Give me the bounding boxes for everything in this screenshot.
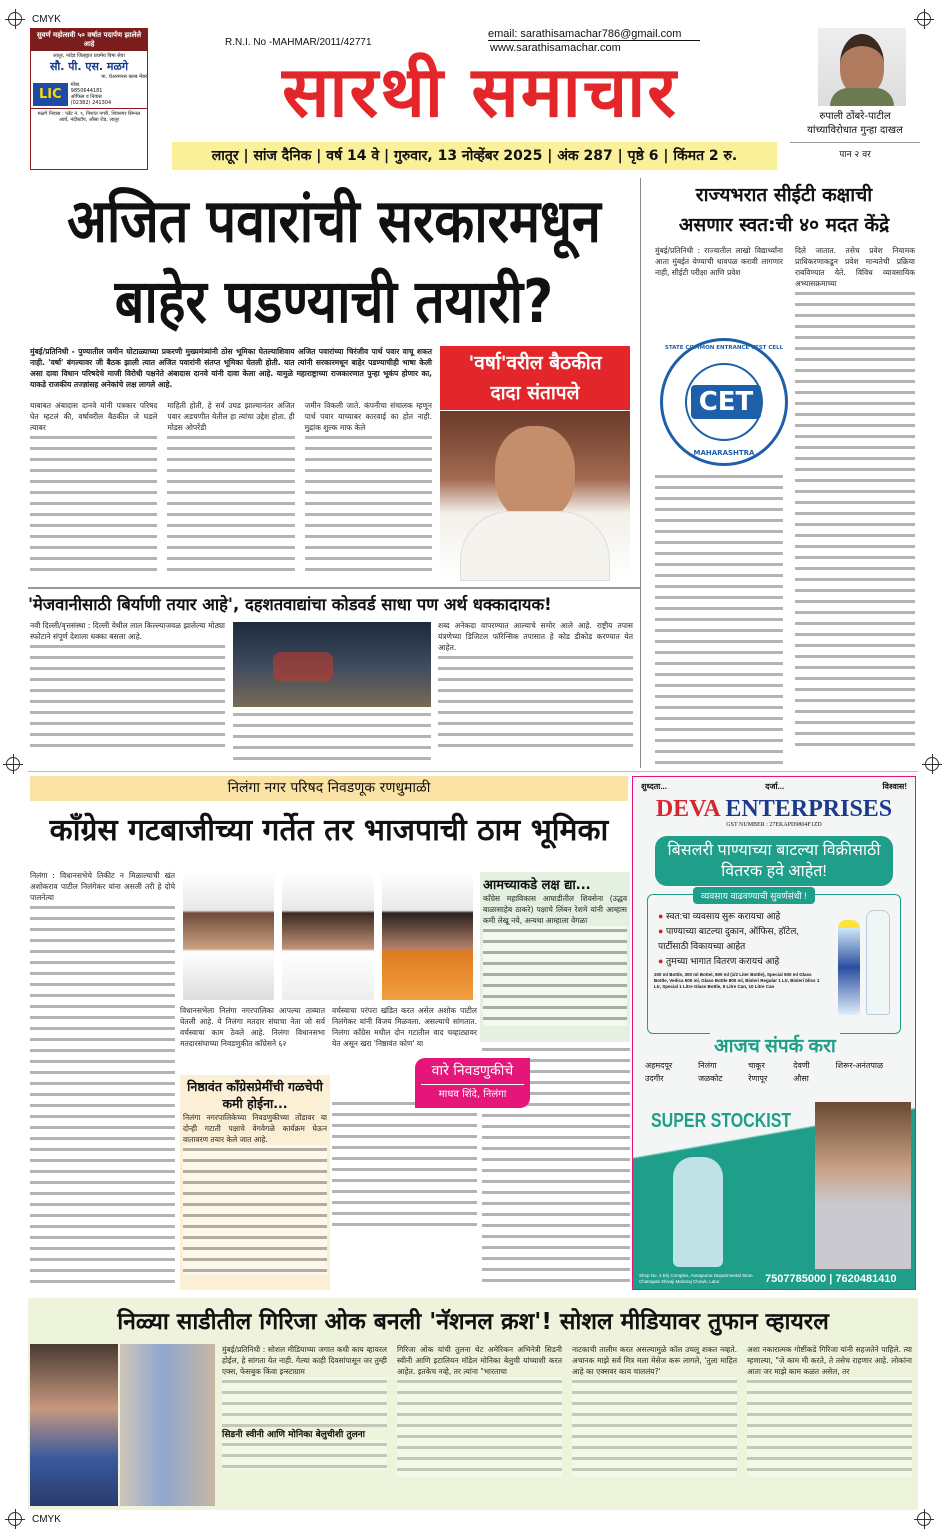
ad-bullet: ● पाण्याच्या बाटल्या दुकान, ऑफिस, हॉटेल, पार्टीसाठी विकायच्या आहेत xyxy=(658,926,799,951)
super-stockist: SUPER STOCKIST xyxy=(651,1110,792,1132)
cet-logo-text: CET xyxy=(691,385,761,419)
location: जळकोट xyxy=(698,1074,723,1083)
masthead-title: सारथी समाचार xyxy=(282,51,678,133)
nilanga-kicker: निलंगा नगर परिषद निवडणूक रणधुमाळी xyxy=(30,776,628,801)
cmyk-mark: CMYK xyxy=(32,14,61,25)
box-text: काँग्रेस महाविकास आघाडीतील शिवसेना (उद्धव बाळासाहेब ठाकरे) पक्षाचे लिंबन रेशमे यांनी आम्हास कमी लेखू नये, अन्यथा आम्हाला वेगळा xyxy=(483,894,627,925)
box-title: आमच्याकडे लक्ष द्या... xyxy=(483,878,591,893)
registration-mark-icon xyxy=(917,1512,931,1526)
ad-tag: दर्जा... xyxy=(765,782,785,791)
website: www.sarathisamachar.com xyxy=(490,42,621,54)
lead-col-1: याबाबत अंबादास दानवे यांनी पत्रकार परिषद घेत म्हटलं की, वर्षावरील बैठकीत जे घडले त्याबर xyxy=(30,401,158,432)
cet-logo-state: MAHARASHTRA xyxy=(693,449,755,457)
ad-phones: 7507785000 | 7620481410 xyxy=(765,1273,897,1285)
girija-col-2: गिरिजा ओक यांची तुलना थेट अमेरिकन अभिनेत्री सिडनी स्वीनी आणि इटालियन मॉडेल मोनिका बेलुची यांच्याशी करत आहेत. इतकेच नव्हे, तर त्यांना "भारताचा xyxy=(397,1345,562,1376)
terror-col-1: नवी दिल्ली/वृत्तसंस्था : दिल्ली येथील लाल किल्ल्याजवळ झालेल्या मोठ्या स्फोटाने संपूर्ण देशाला धक्का बसला आहे. xyxy=(30,621,225,641)
contact-now: आजच संपर्क करा xyxy=(710,1032,840,1058)
dateline: लातूर | सांज दैनिक | वर्ष 14 वे | गुरुवार, 13 नोव्हेंबर 2025 | अंक 287 | पृष्ठे 6 | किंमत 2 रु. xyxy=(172,142,777,170)
ad-banner: सुवर्ण महोत्सवी ५० वर्षात पदार्पण झालेले आहे xyxy=(31,29,147,51)
product-list: 200 ml Bottle, 300 ml Bottel, 500 ml (1/2 Liter Bottle), Special 500 ml Glass Bottle, Vedica 500 ml, Glass Bottle 800 ml, Bisleri Regular 1 Ltr, Bisleri bliss 1 Ltr, Special 1 Litre Glass Bottle, 5 Litre Can, 10 Litre Can xyxy=(654,972,820,989)
location: देवणी xyxy=(793,1061,810,1070)
location: शिरूर-अनंतपाळ xyxy=(835,1061,884,1070)
blast-site-photo xyxy=(233,622,431,707)
terror-col-3: शब्द अनेकदा वापरण्यात आल्याचे समोर आले आहे. राष्ट्रीय तपास यंत्रणेच्या डिजिटल फॉरेन्सिक तपासात हे कोड डीकोड करण्यात येत आहेत. xyxy=(438,621,633,652)
bullet-text: पाण्याच्या बाटल्या दुकान, ऑफिस, हॉटेल, पार्टीसाठी विकायच्या आहेत xyxy=(658,926,799,951)
rupali-photo xyxy=(818,28,906,106)
water-can-icon xyxy=(673,1157,723,1267)
girija-headline: निळ्या साडीतील गिरिजा ओक बनली 'नॅशनल क्रश'! सोशल मीडियावर तुफान व्हायरल xyxy=(117,1309,829,1335)
ad-line: लातूर, नांदेड जिल्ह्यात प्रथमेय विमा सेवा xyxy=(53,53,125,59)
girija-photo-1 xyxy=(30,1344,118,1506)
lead-headline-line2: बाहेर पडण्याची तयारी? xyxy=(114,267,554,337)
email: email: sarathisamachar786@gmail.com xyxy=(488,28,700,41)
location: औसा xyxy=(793,1074,809,1083)
registration-mark-icon xyxy=(8,1512,22,1526)
lead-headline-line1: अजित पवारांची सरकारमधून xyxy=(67,187,601,257)
caption-name: रुपाली ठोंबरे-पाटील xyxy=(819,111,891,122)
box-title: निष्ठावंत काँग्रेसप्रेमींची गळचेपी कमी होईना... xyxy=(187,1079,323,1111)
callout-line2: दादा संतापले xyxy=(490,382,580,404)
lic-agent-ad xyxy=(30,28,148,170)
caption-text: यांच्याविरोधात गुन्हा दाखल xyxy=(790,124,920,143)
callout-line1: 'वर्षा'वरील बैठकीत xyxy=(468,352,602,374)
ad-headline: बिसलरी पाण्याच्या बाटल्या विक्रीसाठी वितरक हवे आहेत! xyxy=(655,836,893,886)
girija-col-1: मुंबई/प्रतिनिधी : सोशल मीडियाच्या जगात कधी काय व्हायरल होईल, हे सांगता येत नाही. गेल्या काही दिवसांपासून जर तुम्ही एक्स, फेसबुक किंवा इन्स्टाग्राम xyxy=(222,1345,387,1376)
registration-mark-icon xyxy=(925,757,939,771)
ad-tag: शुध्दता... xyxy=(641,782,667,791)
agent-name: सौ. पी. एस. मळगे xyxy=(49,60,129,73)
candidate-photo xyxy=(282,872,373,1000)
cet-logo-ring: STATE COMMON ENTRANCE TEST CELL xyxy=(664,345,784,351)
terror-headline: 'मेजवानीसाठी बिर्याणी तयार आहे', दहशतवाद्यांचा कोडवर्ड साधा पण अर्थ धक्कादायक! xyxy=(28,595,552,614)
model-photo xyxy=(815,1102,911,1272)
nilanga-col-2: विधानसभेला निलंगा नगरपालिका आपल्या ताब्यात घेतली आहे. ये निलंगा मतदार संघाचा नेता जो सर्व वर्चस्वाचा काम ठेवले आहे. निलंगा विधानसभा मतदारसंघाच्या निवडणुकीत काँग्रेसने ६२ xyxy=(180,1006,325,1048)
box-text: निलंगा नगरपालिकेच्या निवडणुकीच्या तोंडावर या दोन्ही गटाती पक्षाचे वेगवेगळे कार्यक्रम घेऊन वातावरण तयार केले जात आहे. xyxy=(183,1113,327,1144)
column-tag-box xyxy=(415,1058,530,1108)
ad-bullet: ● तुमच्या भागात वितरण करायचं आहे xyxy=(658,956,780,966)
rni-number: R.N.I. No -MAHMAR/2011/42771 xyxy=(225,37,372,48)
ajit-pawar-photo xyxy=(440,411,630,581)
column-tag: वारे निवडणुकीचे xyxy=(421,1058,524,1085)
girija-subhead: सिडनी स्वीनी आणि मोनिका बेलुचीशी तुलना xyxy=(222,1430,365,1440)
bottle-icon xyxy=(838,920,860,1015)
phone: 9850644181 xyxy=(70,88,103,94)
lead-col-2: माहिती होती, हे सर्व उघड झाल्यानंतर अजित पवार अडचणीत येतील हा त्यांचा उद्देश होता. ही मोडस ओपरेंडी xyxy=(167,401,295,432)
cet-col-2: दिले जातात. तसेच प्रवेश नियामक प्राधिकरणाकडून प्रवेश मान्यतेची प्रक्रिया राबविण्यात येते. विविध व्यावसायिक अभ्यासक्रमाच्या xyxy=(795,246,915,288)
lead-headline xyxy=(28,182,640,343)
cet-headline-line2: असणार स्वत:ची ४० मदत केंद्रे xyxy=(678,214,890,236)
registration-mark-icon xyxy=(917,12,931,26)
lic-logo: LIC xyxy=(33,83,68,106)
lead-paragraph: मुंबई/प्रतिनिधी - पुण्यातील जमीन घोटाळ्याच्या प्रकरणी मुख्यमंत्र्यांनी ठोस भूमिका घेतल्याशिवाय अजित पवारांच्या चिरंजीव पार्थ पवार वाचू शकत नाही. 'वर्षा' बंगल्यावर जी बैठक झाली त्यात अजित पवारांनी संतप्त भूमिका घेतली होती. यात त्यांनी सरकारमधून बाहेर पडण्याचीही भाषा केली असा दावा विधान परिषदेचे माजी विरोधी पक्षनेते अंबादास दानवे यांनी दावा केला आहे. यामुळे महाराष्ट्राच्या राजकारणात पुन्हा भूकंप होणार का, याकडे राजकीय तज्ज्ञांसह अनेकांचे लक्ष लागले आहे. xyxy=(30,347,432,389)
girija-col-4: अशा नकारात्मक गोष्टींकडे गिरिजा यांनी सहजतेने पाहिले. त्या म्हणाल्या, "जे काम मी करते, ते तसेच राहणार आहे. लोकांना आता जर माझे काम कळत असेल, तर xyxy=(747,1345,912,1376)
location: अहमदपूर xyxy=(645,1061,673,1070)
location: चाकूर xyxy=(748,1061,765,1070)
cet-headline xyxy=(650,180,918,240)
candidate-photo xyxy=(382,872,473,1000)
cmyk-mark: CMYK xyxy=(32,1514,61,1525)
column-author: माधव शिंदे, निलंगा xyxy=(438,1089,507,1100)
bullet-text: तुमच्या भागात वितरण करायचं आहे xyxy=(665,956,780,966)
deva-enterprises-ad xyxy=(632,776,916,1290)
brand-enterprises: ENTERPRISES xyxy=(725,796,893,822)
ad-address: मळगे निवास : प्लॅट नं. ९, निशांत नगरी, शिवनगर सिग्नल आर्च, नंदीस्टॉप, औसा रोड, लातूर xyxy=(31,108,147,125)
phone-label: मोबा. xyxy=(70,82,81,88)
girija-photo-2 xyxy=(120,1344,215,1506)
ad-product-banner xyxy=(633,1102,916,1272)
lead-col-3: जमीन विकली जाते. कंपनीचा संचालक म्हणून पार्थ पवार याच्याबर कारवाई का होत नाही. मुद्रांक शुल्क माफ केले xyxy=(304,401,432,432)
ad-ribbon: व्यवसाय वाढवण्याची सुवर्णसंधी ! xyxy=(693,887,815,904)
registration-mark-icon xyxy=(8,12,22,26)
gst-number: GST NUMBER : 27EKAPD9804F1ZD xyxy=(726,822,822,828)
bullet-text: स्वत:चा व्यवसाय सुरू करायचा आहे xyxy=(665,911,781,921)
cet-logo xyxy=(660,338,788,466)
nilanga-col-1: निलंगा : विधानसभेचे तिकीट न मिळाल्याची खंत अशोकराव पाटील निलंगेकर यांना असली तरी हे दोघे पालनेत्या xyxy=(30,871,175,902)
cet-headline-line1: राज्यभरात सीईटी कक्षाची xyxy=(695,184,873,206)
sidebar-box-loyalists xyxy=(180,1075,330,1290)
candidate-photo xyxy=(183,872,274,1000)
nilanga-col-3: वर्चस्वाचा परंपरा खंडित करत असेल अशोक पाटील निलंगेकर यांनी विजय मिळवला. असल्याचे सांगतात. निलंगा काँग्रेस मधील दोन गटातील वाद चव्हाट्यावर येत असून खरा 'निष्ठावंत कोण' या xyxy=(332,1006,477,1048)
candidate-photos xyxy=(183,872,473,1000)
photo-caption xyxy=(790,110,920,162)
sidebar-box-attention xyxy=(480,872,630,1042)
lead-columns xyxy=(30,400,432,580)
registration-mark-icon xyxy=(6,757,20,771)
lead-callout-box xyxy=(440,346,630,410)
nilanga-headline: काँग्रेस गटबाजीच्या गर्तेत तर भाजपाची ठाम भूमिका xyxy=(49,813,609,848)
bottle-icon xyxy=(866,910,890,1015)
girija-col-3: नाटकाची तालीम करत असल्यामुळे कॉल उचलू शकत नव्हते. अचानक माझे सर्व मित्र मला मेसेज करू लागले, 'तुला माहित आहे का एक्सवर काय चाललंय?' xyxy=(572,1345,737,1376)
ad-tag: विश्वास! xyxy=(882,782,907,791)
office-phone: (02382) 241304 xyxy=(70,100,112,106)
cet-col-1: मुंबई/प्रतिनिधी : राज्यातील लाखो विद्यार्थ्यांना आता मुंबईत येण्याची धावपळ करावी लागणार नाही, सीईटी परीक्षा आणि प्रवेश xyxy=(655,246,783,277)
location: निलंगा xyxy=(698,1061,717,1070)
column-divider xyxy=(640,178,641,768)
location: रेणापूर xyxy=(748,1074,768,1083)
ad-address: Shop No. 4 Brij Complex, Annapurna Departmental Store Chatrapati Shivaji Maharaj Chowk, Latur xyxy=(639,1273,753,1284)
agent-role: मा. चेअरमनस क्लब मेंबर xyxy=(101,74,147,80)
page-ref-link[interactable]: पान २ वर xyxy=(839,150,871,160)
brand-deva: DEVA xyxy=(655,796,720,822)
ad-bullet: ● स्वत:चा व्यवसाय सुरू करायचा आहे xyxy=(658,911,781,921)
office-label: ऑफिस व निवास xyxy=(70,94,102,100)
location: उदगीर xyxy=(645,1074,664,1083)
